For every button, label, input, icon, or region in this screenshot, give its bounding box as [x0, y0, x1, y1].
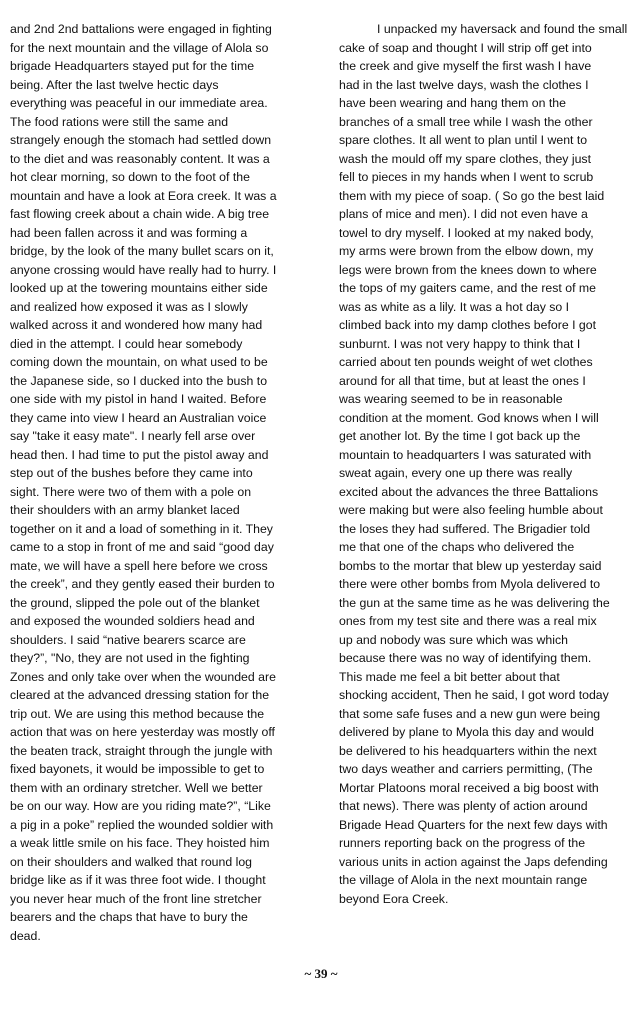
text-line: walked across it and wondered how many had [10, 318, 263, 332]
text-line: be on our way. How are you riding mate?”, “Like [10, 799, 271, 813]
text-line: coming down the mountain, on what used to be [10, 355, 268, 369]
text-line: fixed bayonets, it would be impossible to get to [10, 762, 265, 776]
text-line: for the next mountain and the village of Alola so [10, 40, 269, 55]
text-line: Zones and only take over when the wounded are [10, 669, 276, 684]
text-line: action that was on here yesterday was mostly off [10, 725, 275, 739]
text-line: around for all that time, but at least the ones I [339, 373, 586, 388]
text-line: cleared at the advanced dressing station for the [10, 688, 270, 702]
text-line: say "take it easy mate". I nearly fell arse over [10, 429, 256, 443]
text-line: were making but were also feeling humble about [339, 503, 603, 517]
text-line: anyone crossing would have really had to hurry. I [10, 262, 277, 277]
text-line: cake of soap and thought I will strip off get into [339, 40, 592, 55]
text-line: fast flowing creek about a chain wide. A big tree [10, 207, 270, 221]
text-line: sweat again, every one up there was really [339, 466, 573, 480]
text-line: and realized how exposed it was as I slowly [10, 299, 248, 314]
text-line: had in the last twelve days, wash the clothes I [339, 77, 589, 92]
text-line: them with my piece of soap. ( So go the best laid [339, 188, 605, 203]
text-line: I unpacked my haversack and found the small [377, 22, 628, 36]
text-line: the gun at the same time as he was delivering the [339, 595, 610, 610]
text-line: on their shoulders and walked that round log [10, 854, 252, 869]
text-line: various units in action against the Japs defending [339, 854, 608, 869]
text-line: shoulders. I said “native bearers scarce are [10, 632, 246, 647]
text-line: This made me feel a bit better about that [339, 669, 560, 684]
text-line: the Japanese side, so I ducked into the bush to [10, 373, 268, 388]
text-line: up and nobody was sure which was which [339, 632, 568, 647]
text-line: bombs to the mortar that blew up yesterday said [339, 558, 602, 573]
text-line: branches of a small tree while I wash the other [339, 114, 593, 129]
text-line: fell to pieces in my hands when I went to scrub [339, 170, 594, 184]
text-line: mate, we will have a spell here before we cross [10, 558, 268, 573]
text-line: was as white as a lily. It was a hot day so I [339, 299, 570, 314]
text-line: The food rations were still the same and [10, 114, 229, 129]
text-line: mountain and have a look at Eora creek. It was a [10, 188, 277, 203]
text-line: because there was no way of identifying them. [339, 651, 592, 665]
text-line: together on it and a load of something in it. They [10, 521, 273, 536]
text-line: and exposed the wounded soldiers head and [10, 614, 255, 628]
text-line: Brigade Head Quarters for the next few days with [339, 817, 608, 832]
text-line: my arms were brown from the elbow down, my [339, 244, 594, 258]
text-line: beyond Eora Creek. [339, 891, 449, 906]
text-line: the creek and give myself the first wash I have [339, 59, 592, 73]
text-line: plans of mice and men). I did not even have a [339, 207, 588, 221]
page-number: ~ 39 ~ [304, 966, 338, 981]
text-line: strangely enough the stomach had settled down [10, 133, 272, 147]
text-line: brigade Headquarters stayed put for the time [10, 59, 255, 73]
text-line: step out of the bushes before they came into [10, 466, 253, 480]
text-line: two days weather and carriers permitting, (The [339, 762, 593, 776]
text-line: mountain to headquarters I was saturated with [339, 447, 592, 462]
text-line: came to a stop in front of me and said “good day [10, 540, 274, 554]
text-line: bridge, by the look of the many bullet scars on it, [10, 244, 274, 258]
text-line: excited about the advances the three Battalions [339, 484, 599, 499]
text-line: dead. [10, 928, 41, 943]
text-line: delivered by plane to Myola this day and would [339, 725, 594, 739]
text-line: them with an ordinary stretcher. Well we better [10, 780, 263, 795]
text-line: they?”, "No, they are not used in the fighting [10, 651, 250, 665]
text-line: one side with my pistol in hand I waited. Before [10, 392, 267, 406]
text-line: ones from my test site and there was a real mix [339, 614, 597, 628]
text-line: the ground, slipped the pole out of the blanket [10, 595, 260, 610]
text-line: was wearing seemed to be in reasonable [339, 392, 563, 406]
text-line: a weak little smile on his face. They hoisted him [10, 836, 270, 850]
text-line: towel to dry myself. I looked at my naked body, [339, 225, 594, 240]
text-line: that some safe fuses and a new gun were being [339, 706, 601, 721]
text-line: that news). There was plenty of action around [339, 799, 588, 813]
text-line: they came into view I heard an Australian voice [10, 410, 267, 425]
text-line: bearers and the chaps that have to bury the [10, 910, 248, 924]
text-line: runners reporting back on the progress of the [339, 836, 586, 850]
text-line: everything was peaceful in our immediate area. [10, 96, 268, 110]
text-line: the creek”, and they gently eased their burden to [10, 577, 275, 591]
text-line: wash the mould off my spare clothes, they just [339, 151, 591, 166]
text-line: have been wearing and hang them on the [339, 96, 566, 110]
text-line: spare clothes. It all went to plan until I went to [339, 133, 588, 147]
text-line: me that one of the chaps who delivered the [339, 540, 575, 554]
text-line: be delivered to his headquarters within the next [339, 743, 597, 758]
text-line: trip out. We are using this method because the [10, 706, 265, 721]
text-line: to the diet and was reasonably content. It was a [10, 151, 270, 166]
text-line: head then. I had time to put the pistol away and [10, 447, 269, 462]
text-line: you never hear much of the front line stretcher [10, 891, 262, 906]
text-line: sunburnt. I was not very happy to think that I [339, 336, 581, 351]
text-line: condition at the moment. God knows when I will [339, 410, 599, 425]
text-line: looked up at the towering mountains either side [10, 281, 268, 295]
text-line: bridge like as if it was three foot wide. I thought [10, 873, 266, 887]
text-line: a pig in a poke” replied the wounded soldier with [10, 817, 274, 832]
text-line: had been fallen across it and was forming a [10, 225, 248, 240]
left-text-column [10, 20, 308, 945]
text-line: their shoulders with an army blanket laced [10, 503, 240, 517]
text-line: legs were brown from the knees down to where [339, 262, 597, 277]
text-line: sight. There were two of them with a pole on [10, 484, 252, 499]
text-line: the loses they had suffered. The Brigadier told [339, 521, 591, 536]
text-line: climbed back into my damp clothes before I got [339, 318, 596, 332]
right-text-column [339, 20, 629, 908]
text-line: hot clear morning, so down to the foot of the [10, 170, 250, 184]
text-line: shocking accident, Then he said, I got word today [339, 688, 609, 702]
text-line: the village of Alola in the next mountain range [339, 873, 588, 887]
text-line: the tops of my gaiters came, and the rest of me [339, 281, 596, 295]
text-line: died in the attempt. I could hear somebody [10, 336, 243, 351]
text-line: there were other bombs from Myola delivered to [339, 577, 601, 591]
text-line: carried about ten pounds weight of wet clothes [339, 355, 593, 369]
text-line: get another lot. By the time I got back up the [339, 429, 581, 443]
text-line: Mortar Platoons moral received a big boost with [339, 780, 599, 795]
text-line: being. After the last twelve hectic days [10, 77, 219, 92]
text-line: the beaten track, straight through the jungle with [10, 743, 273, 758]
text-line: and 2nd 2nd battalions were engaged in fighting [10, 22, 272, 36]
